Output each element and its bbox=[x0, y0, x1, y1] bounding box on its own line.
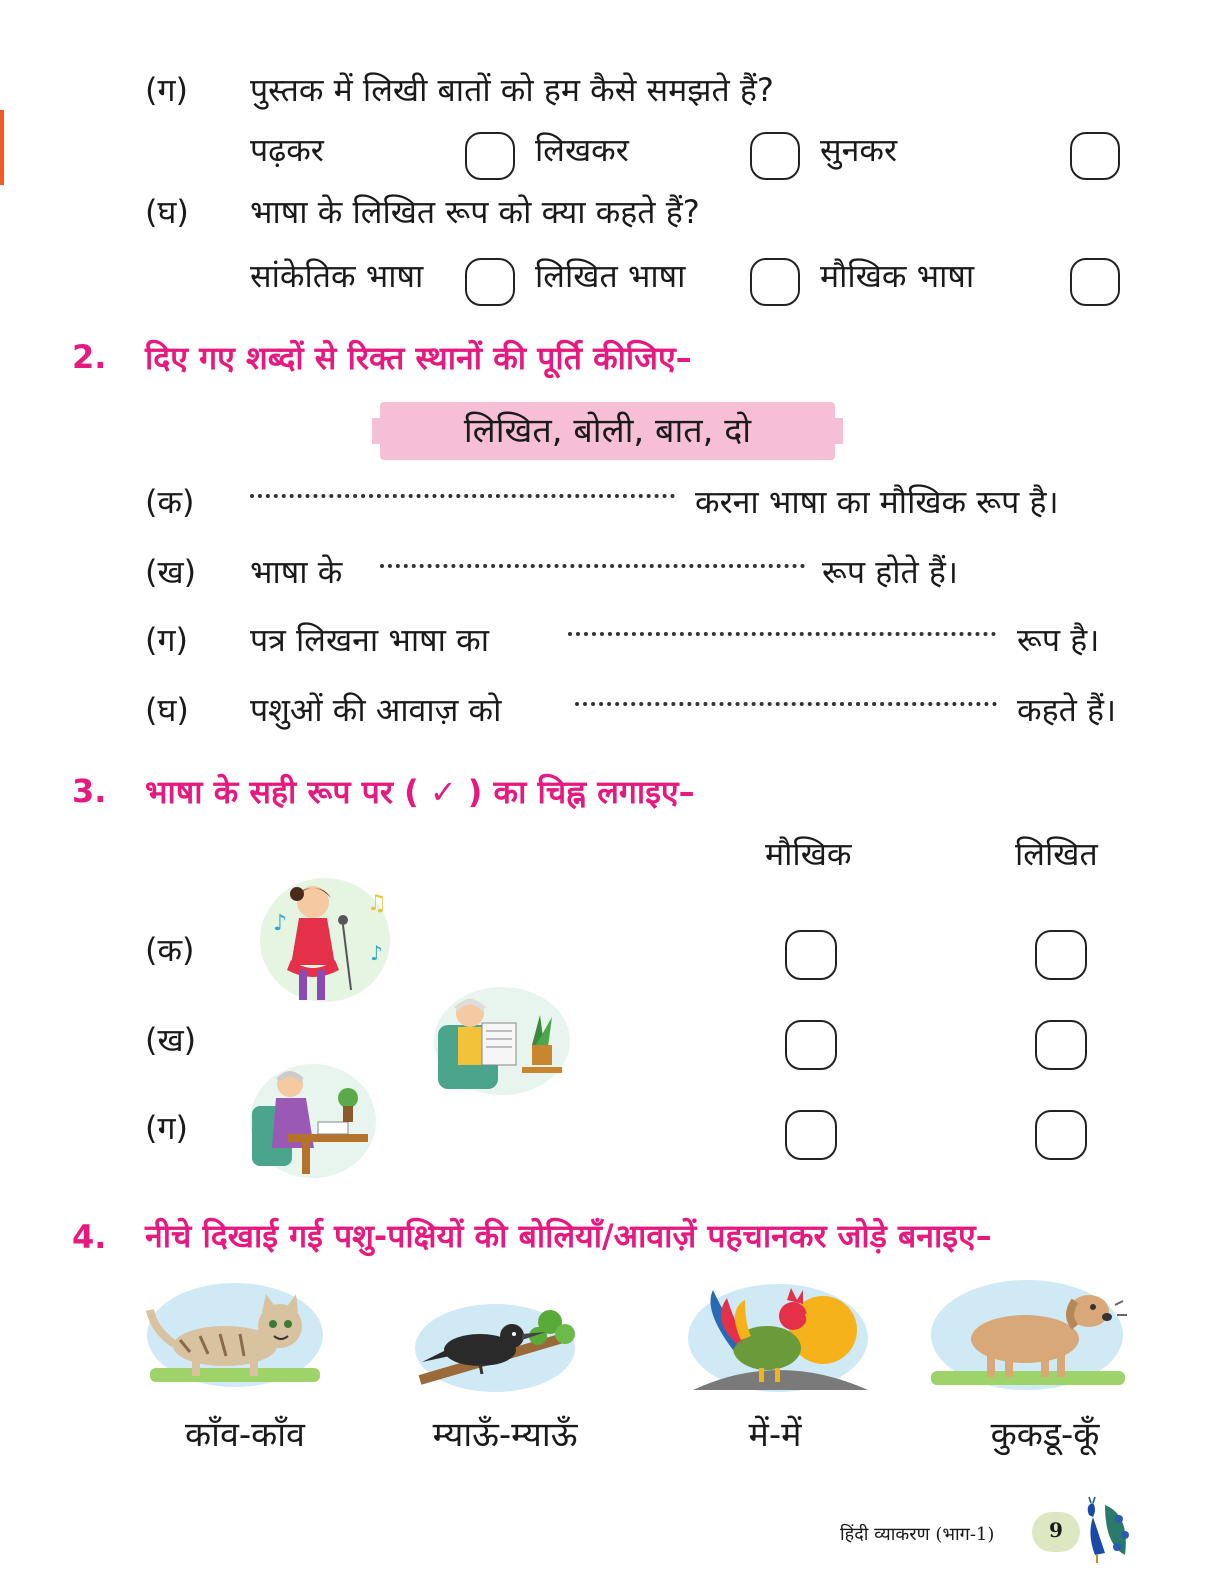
q1-gha-option-1-checkbox[interactable] bbox=[465, 258, 515, 306]
q1-gha-option-3-checkbox[interactable] bbox=[1070, 258, 1120, 306]
q1-ga-marker: (ग) bbox=[145, 71, 188, 109]
q2-heading: दिए गए शब्दों से रिक्त स्थानों की पूर्ति कीजिए– bbox=[145, 339, 692, 377]
q2-item-2-marker: (ख) bbox=[145, 553, 197, 591]
word-bank-left-notch bbox=[372, 418, 380, 444]
peacock-icon bbox=[1075, 1495, 1135, 1565]
q3-row-2-written-checkbox[interactable] bbox=[1035, 1020, 1087, 1070]
footer-book-title: हिंदी व्याकरण (भाग-1) bbox=[840, 1524, 995, 1545]
q2-item-1-marker: (क) bbox=[145, 483, 195, 521]
q1-gha-marker: (घ) bbox=[145, 193, 189, 231]
q3-row-1-written-checkbox[interactable] bbox=[1035, 930, 1087, 980]
q2-item-1-blank[interactable] bbox=[250, 494, 675, 498]
q1-gha-option-1: सांकेतिक भाषा bbox=[250, 257, 424, 295]
q2-item-1-after: करना भाषा का मौखिक रूप है। bbox=[695, 483, 1059, 521]
q1-ga-option-2-checkbox[interactable] bbox=[750, 132, 800, 180]
svg-text:♪: ♪ bbox=[370, 941, 383, 965]
q3-heading: भाषा के सही रूप पर ( ✓ ) का चिह्न लगाइए– bbox=[145, 773, 695, 811]
q1-gha-option-2-checkbox[interactable] bbox=[750, 258, 800, 306]
q3-row-2-oral-checkbox[interactable] bbox=[785, 1020, 837, 1070]
svg-text:♪: ♪ bbox=[273, 911, 288, 936]
q1-ga-option-1-checkbox[interactable] bbox=[465, 132, 515, 180]
q3-row-1-oral-checkbox[interactable] bbox=[785, 930, 837, 980]
page-edge-mark bbox=[0, 110, 4, 185]
sound-label-2: म्याऊँ-म्याऊँ bbox=[432, 1415, 578, 1455]
q2-item-4-blank[interactable] bbox=[575, 702, 997, 706]
cat-illustration bbox=[140, 1280, 325, 1390]
crow-illustration bbox=[410, 1296, 580, 1396]
q4-number: 4. bbox=[72, 1218, 107, 1256]
sound-label-3: में-में bbox=[748, 1415, 802, 1455]
q2-item-3-blank[interactable] bbox=[568, 632, 996, 636]
q2-item-4-before: पशुओं की आवाज़ को bbox=[250, 691, 502, 729]
sound-label-1: काँव-काँव bbox=[185, 1415, 305, 1455]
q2-item-4-after: कहते हैं। bbox=[1017, 691, 1117, 729]
q3-col-written: लिखित bbox=[1015, 835, 1098, 873]
q3-row-3-written-checkbox[interactable] bbox=[1035, 1110, 1087, 1160]
q1-ga-question: पुस्तक में लिखी बातों को हम कैसे समझते हैं? bbox=[250, 71, 774, 109]
writing-grandmother-illustration bbox=[248, 1062, 378, 1180]
q2-item-2-before: भाषा के bbox=[250, 553, 343, 591]
page-number: 9 bbox=[1049, 1518, 1063, 1542]
reading-grandfather-illustration bbox=[432, 985, 572, 1097]
q1-ga-option-3-checkbox[interactable] bbox=[1070, 132, 1120, 180]
svg-text:♫: ♫ bbox=[367, 891, 387, 916]
q2-item-3-before: पत्र लिखना भाषा का bbox=[250, 621, 489, 659]
q3-col-oral: मौखिक bbox=[765, 835, 852, 873]
q2-item-4-marker: (घ) bbox=[145, 691, 189, 729]
q1-ga-option-1: पढ़कर bbox=[250, 131, 324, 169]
goat-illustration bbox=[925, 1275, 1130, 1395]
word-bank-text: लिखित, बोली, बात, दो bbox=[463, 411, 752, 451]
q2-number: 2. bbox=[72, 338, 107, 376]
q1-gha-option-2: लिखित भाषा bbox=[535, 257, 686, 295]
q3-number: 3. bbox=[72, 772, 107, 810]
singing-girl-illustration bbox=[255, 870, 395, 1010]
q3-row-3-marker: (ग) bbox=[145, 1109, 188, 1147]
sound-label-4: कुकडू-कूँ bbox=[990, 1415, 1100, 1455]
q3-row-1-marker: (क) bbox=[145, 931, 195, 969]
q3-row-2-marker: (ख) bbox=[145, 1021, 197, 1059]
rooster-illustration bbox=[683, 1280, 873, 1395]
q2-item-2-after: रूप होते हैं। bbox=[822, 553, 959, 591]
q2-item-3-after: रूप है। bbox=[1017, 621, 1100, 659]
q3-row-3-oral-checkbox[interactable] bbox=[785, 1110, 837, 1160]
q2-item-3-marker: (ग) bbox=[145, 621, 188, 659]
q1-ga-option-2: लिखकर bbox=[535, 131, 629, 169]
q1-gha-question: भाषा के लिखित रूप को क्या कहते हैं? bbox=[250, 193, 700, 231]
q1-gha-option-3: मौखिक भाषा bbox=[820, 257, 975, 295]
q2-item-2-blank[interactable] bbox=[380, 564, 805, 568]
q4-heading: नीचे दिखाई गई पशु-पक्षियों की बोलियाँ/आवाज़ें पहचानकर जोड़े बनाइए– bbox=[145, 1217, 992, 1255]
word-bank-right-notch bbox=[835, 418, 843, 444]
q1-ga-option-3: सुनकर bbox=[820, 131, 898, 169]
